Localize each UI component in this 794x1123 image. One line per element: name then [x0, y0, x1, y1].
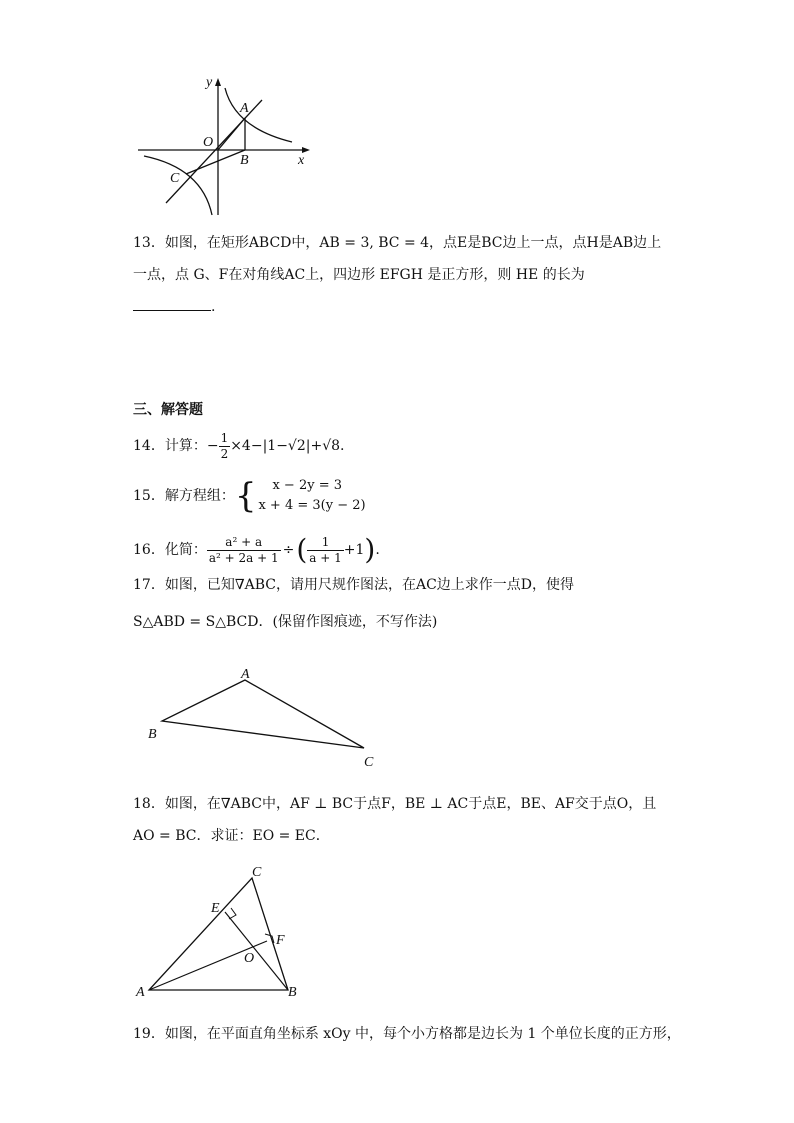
q16-frac2-num: 1 — [307, 535, 343, 551]
q16-frac1-num: a² + a — [207, 535, 281, 551]
segment-cb — [186, 150, 245, 174]
label-a: A — [136, 985, 145, 1000]
q14-fraction — [219, 431, 231, 462]
q15-eq2: x + 4 = 3(y − 2) — [258, 498, 366, 513]
q16-rparen: ) — [364, 533, 376, 566]
q14-frac-num: 1 — [220, 430, 229, 445]
q13-line1: 13．如图，在矩形ABCD中，AB = 3, BC = 4，点E是BC边上一点，点H是AB边上 — [133, 235, 662, 251]
triangle-abc — [149, 878, 288, 990]
hyperbola-branch-1 — [225, 88, 292, 142]
q16-div: ÷ — [282, 542, 295, 558]
q15 — [133, 474, 366, 518]
label-c: C — [170, 171, 180, 186]
q16-plus: +1 — [343, 542, 365, 558]
segment-oa — [218, 118, 245, 150]
q17-line1: 17．如图，已知∇ABC，请用尺规作图法，在AC边上求作一点D，使得 — [133, 577, 575, 593]
label-y: y — [206, 75, 213, 90]
q16-frac2-den: a + 1 — [309, 550, 342, 565]
section-heading: 三、解答题 — [133, 402, 203, 418]
q16 — [133, 530, 380, 570]
brace-icon: { — [234, 476, 257, 516]
q14-frac-den: 2 — [220, 446, 229, 461]
label-f: F — [276, 933, 285, 948]
q18-line2: AO = BC．求证：EO = EC． — [133, 828, 330, 844]
label-x: x — [298, 153, 305, 168]
q14-sign: − — [206, 438, 219, 454]
q16-fraction-2 — [307, 535, 343, 566]
q15-eq1: x − 2y = 3 — [272, 478, 343, 493]
label-c: C — [252, 865, 262, 880]
q16-frac1-den: a² + 2a + 1 — [208, 550, 279, 565]
q13-end: . — [211, 299, 216, 315]
q16-prefix: 16．化简： — [133, 542, 207, 558]
q16-fraction-1 — [207, 535, 281, 566]
label-a: A — [241, 667, 250, 682]
label-b: B — [288, 985, 297, 1000]
q13-answer-line — [133, 296, 215, 317]
label-o: O — [203, 135, 214, 150]
q15-system — [258, 476, 365, 516]
q17-line2: S△ABD = S△BCD．(保留作图痕迹，不写作法) — [133, 614, 438, 630]
figure-triangle-altitudes — [130, 860, 320, 1000]
figure-coordinate-graph — [130, 70, 320, 220]
label-c: C — [364, 755, 374, 770]
label-b: B — [240, 153, 249, 168]
q14-rest: ×4−|1−√2|+√8 — [230, 438, 341, 454]
q14-end: . — [340, 438, 345, 454]
triangle-abc — [162, 680, 364, 748]
label-e: E — [211, 901, 220, 916]
q14-prefix: 14．计算： — [133, 438, 207, 454]
label-b: B — [148, 727, 157, 742]
q19-line1: 19．如图，在平面直角坐标系 xOy 中，每个小方格都是边长为 1 个单位长度的正方形， — [133, 1026, 681, 1042]
q16-lparen: ( — [296, 533, 308, 566]
q18-line1: 18．如图，在∇ABC中，AF ⊥ BC于点F，BE ⊥ AC于点E，BE、AF交于点O，且 — [133, 796, 657, 812]
q15-prefix: 15．解方程组： — [133, 488, 235, 504]
q14 — [133, 428, 344, 464]
label-o: O — [244, 951, 255, 966]
label-a: A — [240, 101, 249, 116]
answer-blank — [133, 296, 211, 311]
y-axis-arrow — [215, 78, 221, 86]
q13-line2: 一点，点 G、F在对角线AC上，四边形 EFGH 是正方形，则 HE 的长为 — [133, 267, 585, 283]
segment-be — [225, 912, 288, 990]
figure-triangle-abc — [140, 662, 390, 772]
q16-end: . — [375, 542, 380, 558]
